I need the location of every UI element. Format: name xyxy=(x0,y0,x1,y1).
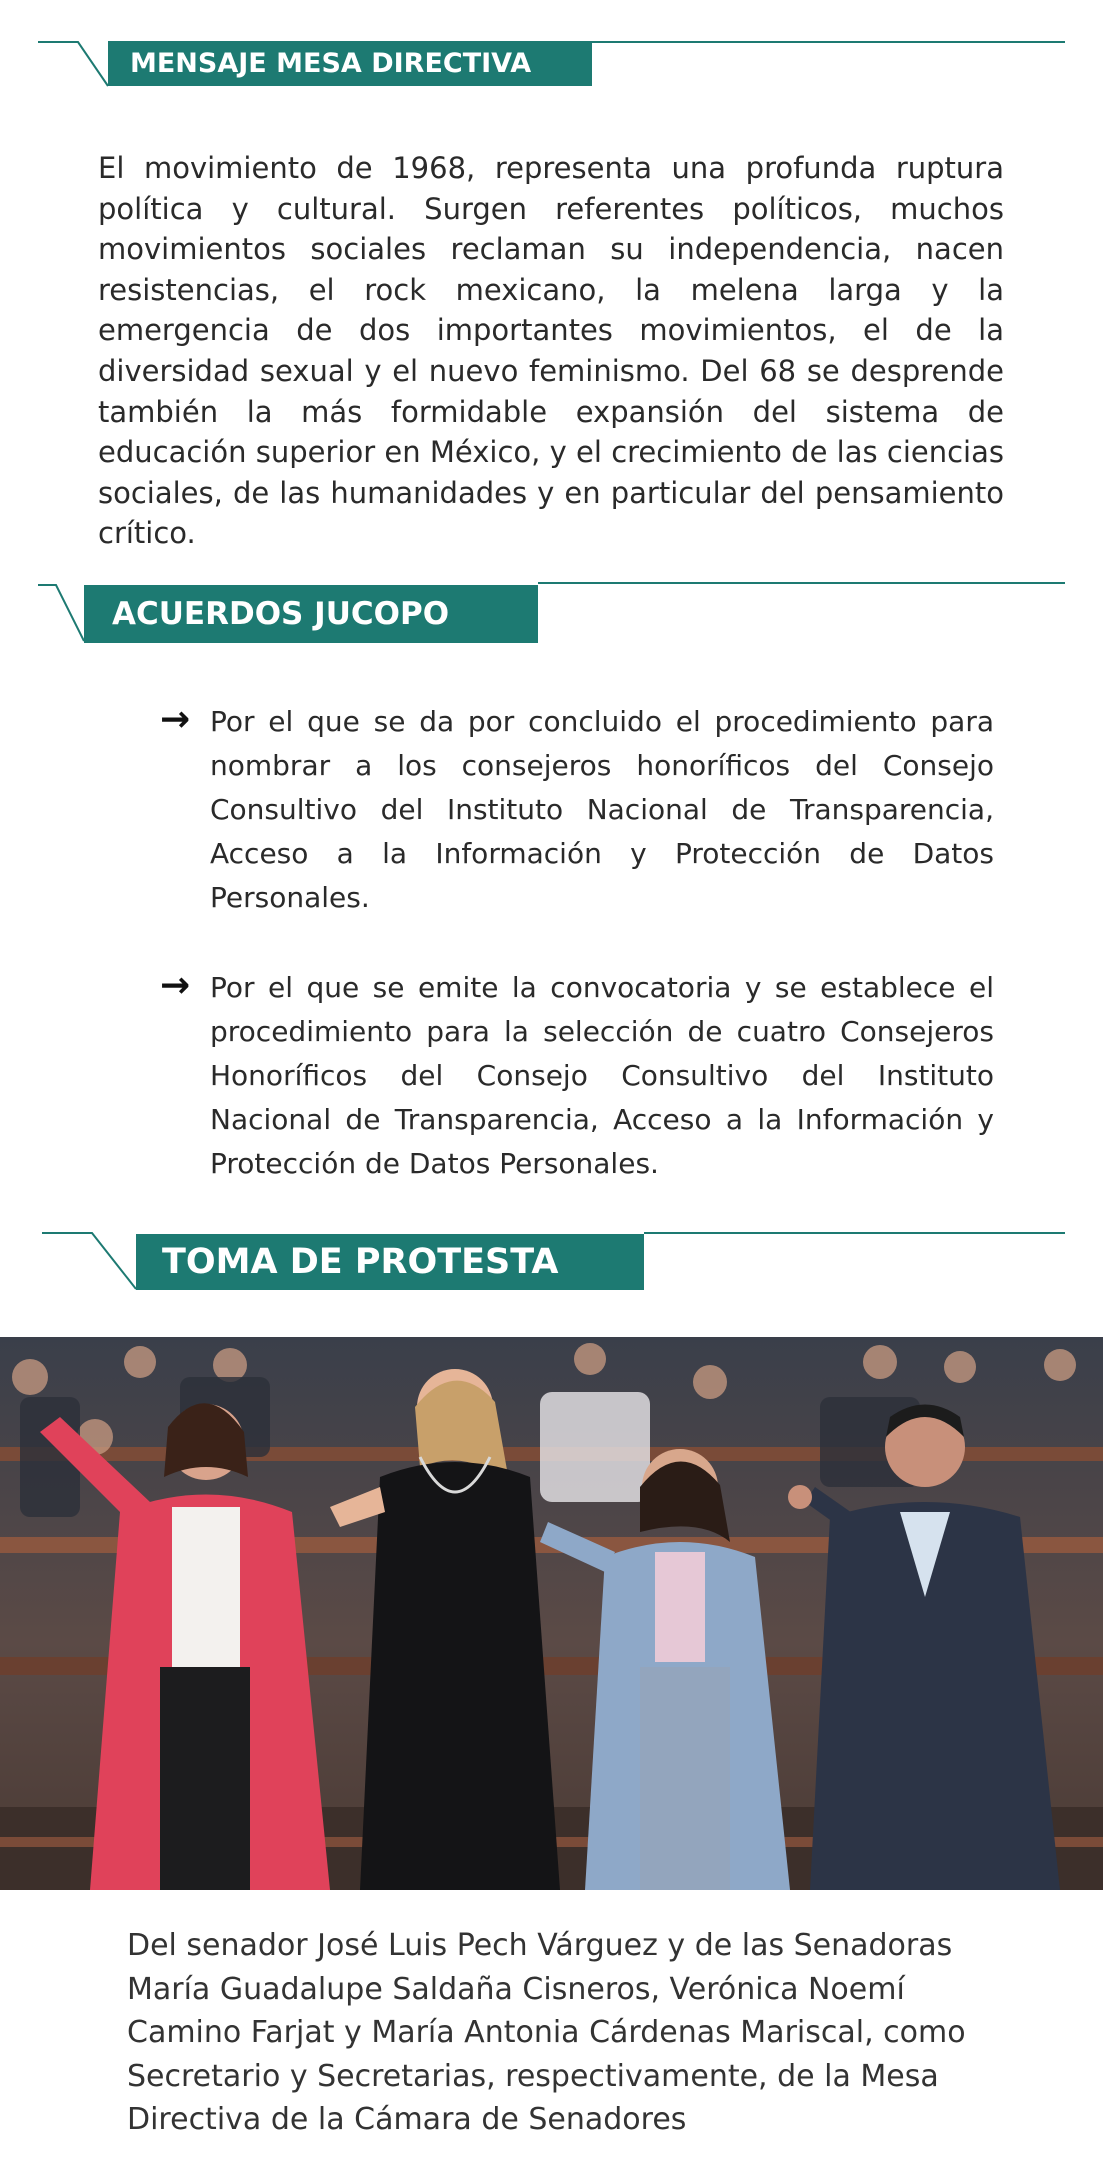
arrow-right-icon: → xyxy=(160,965,191,1006)
photo-caption: Del senador José Luis Pech Várguez y de las Senadoras María Guadalupe Saldaña Cisneros, Verónica Noemí Camino Farjat y María Antonia Cárdenas Mariscal, como Secretario y Secretarias, respectivamente, de la Mesa Directiva de la Cámara de Senadores xyxy=(127,1928,966,2137)
section-title-acuerdos-jucopo: ACUERDOS JUCOPO xyxy=(84,585,538,643)
section-title-mensaje-mesa-directiva: MENSAJE MESA DIRECTIVA xyxy=(108,41,592,86)
mensaje-paragraph: El movimiento de 1968, representa una profunda ruptura política y cultural. Surgen referentes políticos, muchos movimientos sociales reclaman su independencia, nacen resistencias, el rock mexicano, la melena larga y la emergencia de dos importantes movimientos, el de la diversidad sexual y el nuevo feminismo. Del 68 se desprende también la más formidable expansión del sistema de educación superior en México, y el crecimiento de las ciencias sociales, de las humanidades y en particular del pensamiento crítico. xyxy=(98,151,1004,551)
section-title-toma-de-protesta: TOMA DE PROTESTA xyxy=(136,1234,644,1290)
list-item-text: Por el que se emite la convocatoria y se establece el procedimiento para la selección de cuatro Consejeros Honoríficos del Consejo Consultivo del Instituto Nacional de Transparencia, Acceso a la Información y Protección de Datos Personales. xyxy=(210,971,994,1180)
swearing-in-photo xyxy=(0,1337,1103,1890)
list-item-text: Por el que se da por concluido el procedimiento para nombrar a los consejeros honoríficos del Consejo Consultivo del Instituto Nacional de Transparencia, Acceso a la Información y Protección de Datos Personales. xyxy=(210,705,994,914)
arrow-right-icon: → xyxy=(160,699,191,740)
